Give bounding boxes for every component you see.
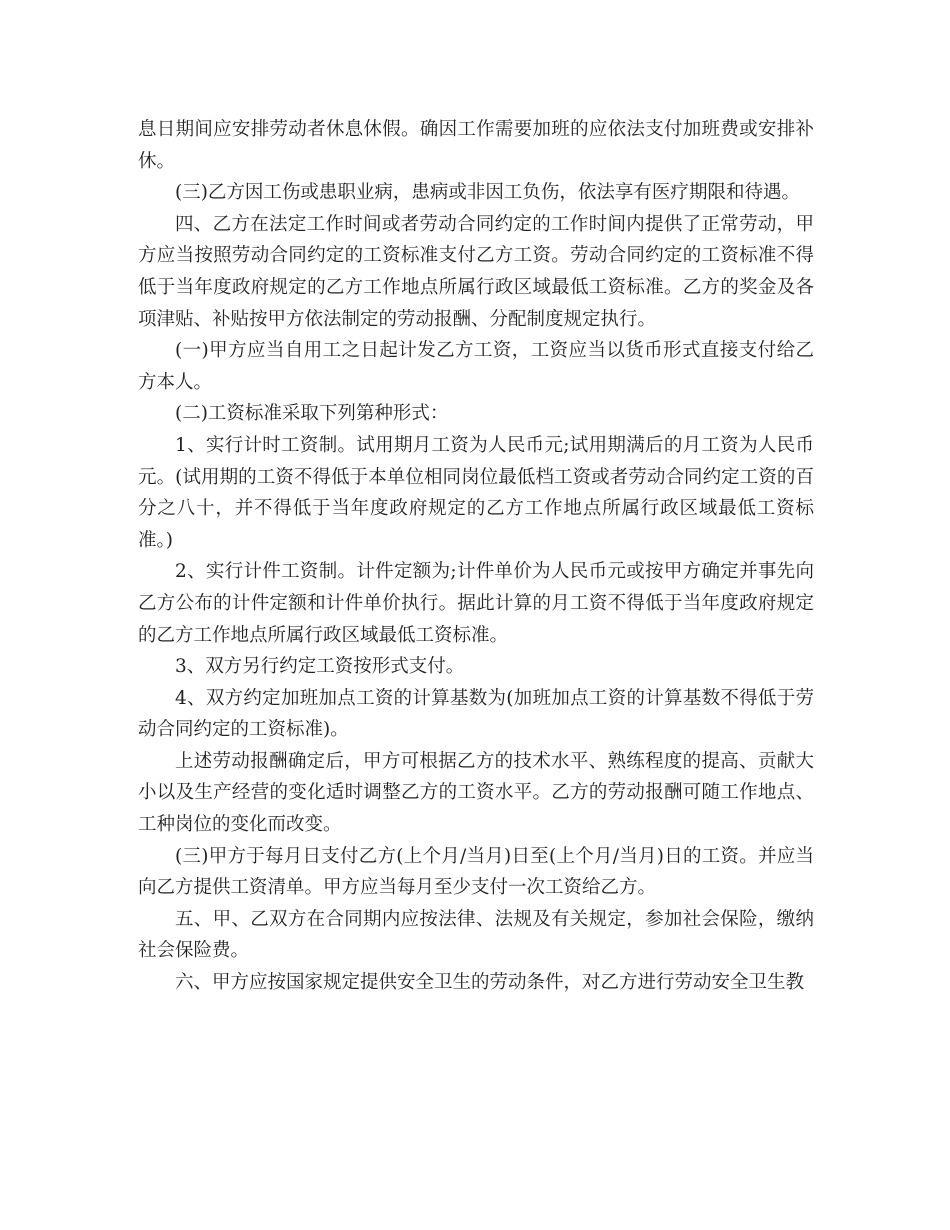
paragraph-1: 息日期间应安排劳动者休息休假。确因工作需要加班的应依法支付加班费或安排补休。 xyxy=(138,119,814,172)
paragraph-7: 2、实行计件工资制。计件定额为;计件单价为人民币元或按甲方确定并事先向乙方公布的计件定额和计件单价执行。据此计算的月工资不得低于当年度政府规定的乙方工作地点所属行政区域最低工资标准。 xyxy=(138,561,814,646)
document-body xyxy=(138,114,814,999)
paragraph-13: 六、甲方应按国家规定提供安全卫生的劳动条件，对乙方进行劳动安全卫生教 xyxy=(175,972,805,994)
paragraph-3: 四、乙方在法定工作时间或者劳动合同约定的工作时间内提供了正常劳动，甲方应当按照劳动合同约定的工资标准支付乙方工资。劳动合同约定的工资标准不得低于当年度政府规定的乙方工作地点所属行政区域最低工资标准。乙方的奖金及各项津贴、补贴按甲方依法制定的劳动报酬、分配制度规定执行。 xyxy=(138,213,814,330)
paragraph-4: (一)甲方应当自用工之日起计发乙方工资，工资应当以货币形式直接支付给乙方本人。 xyxy=(138,340,814,393)
paragraph-8: 3、双方另行约定工资按形式支付。 xyxy=(175,656,465,678)
paragraph-12: 五、甲、乙双方在合同期内应按法律、法规及有关规定，参加社会保险，缴纳社会保险费。 xyxy=(138,908,814,962)
paragraph-6: 1、实行计时工资制。试用期月工资为人民币元;试用期满后的月工资为人民币元。(试用期的工资不得低于本单位相同岗位最低档工资或者劳动合同约定工资的百分之八十，并不得低于当年度政府规定的乙方工作地点所属行政区域最低工资标准。) xyxy=(138,434,814,551)
paragraph-10: 上述劳动报酬确定后，甲方可根据乙方的技术水平、熟练程度的提高、贡献大小以及生产经营的变化适时调整乙方的工资水平。乙方的劳动报酬可随工作地点、工种岗位的变化而改变。 xyxy=(138,750,814,836)
paragraph-11: (三)甲方于每月日支付乙方(上个月/当月)日至(上个月/当月)日的工资。并应当向乙方提供工资清单。甲方应当每月至少支付一次工资给乙方。 xyxy=(138,845,814,899)
paragraph-9: 4、双方约定加班加点工资的计算基数为(加班加点工资的计算基数不得低于劳动合同约定的工资标准)。 xyxy=(138,687,814,741)
paragraph-5: (二)工资标准采取下列第种形式： xyxy=(175,403,449,425)
paragraph-2: (三)乙方因工伤或患职业病，患病或非因工负伤，依法享有医疗期限和待遇。 xyxy=(175,182,800,204)
